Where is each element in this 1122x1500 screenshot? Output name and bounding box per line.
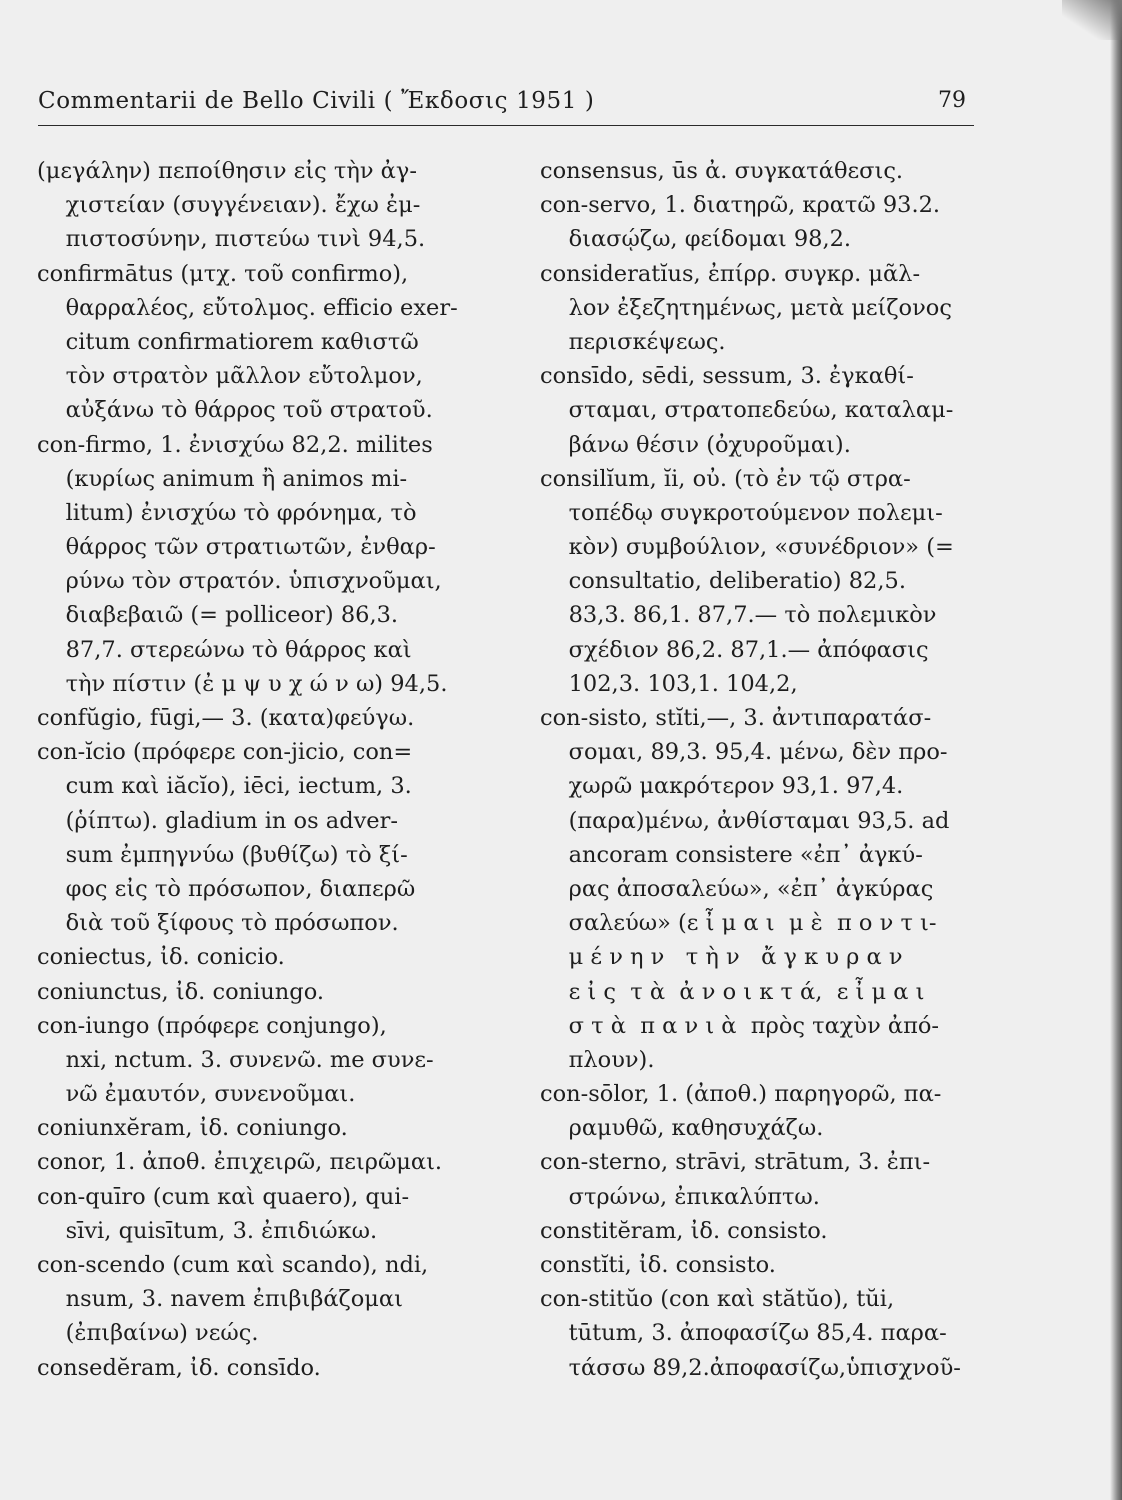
- glossary-line: confŭgio, fūgi,— 3. (κατα)φεύγω.: [37, 705, 415, 731]
- glossary-line: φος εἰς τὸ πρόσωπον, διαπερῶ: [37, 875, 416, 902]
- glossary-line: κὸν) συμβούλιον, «συνέδριον» (=: [540, 534, 954, 561]
- glossary-line: τὴν πίστιν (ἐ μ ψ υ χ ώ ν ω) 94,5.: [37, 670, 448, 697]
- glossary-line: consilĭum, ĭi, οὐ. (τὸ ἐν τῷ στρα-: [540, 465, 911, 492]
- glossary-line: νῶ ἐμαυτόν, συνενοῦμαι.: [37, 1081, 356, 1108]
- glossary-line: 102,3. 103,1. 104,2,: [540, 670, 798, 697]
- glossary-line: consīdo, sēdi, sessum, 3. ἐγκαθί-: [540, 363, 914, 390]
- glossary-line: con-iungo (πρόφερε conjungo),: [37, 1012, 387, 1039]
- glossary-line: θάρρος τῶν στρατιωτῶν, ἐνθαρ-: [37, 534, 436, 561]
- glossary-line: (μεγάλην) πεποίθησιν εἰς τὴν ἀγ-: [37, 158, 417, 184]
- page-number: 79: [938, 88, 966, 113]
- glossary-line: σομαι, 89,3. 95,4. μένω, δὲν προ-: [540, 739, 948, 766]
- glossary-line: 87,7. στερεώνω τὸ θάρρος καὶ: [37, 636, 412, 663]
- glossary-line: θαρραλέος, εὔτολμος. efficio exer-: [37, 294, 458, 321]
- glossary-line: coniectus, ἰδ. conicio.: [37, 944, 285, 971]
- glossary-line: consensus, ūs ἀ. συγκατάθεσις.: [540, 158, 904, 184]
- glossary-line: τὸν στρατὸν μᾶλλον εὔτολμον,: [37, 363, 423, 390]
- glossary-line: σχέδιον 86,2. 87,1.— ἀπόφασις: [540, 636, 929, 663]
- glossary-line: consedĕram, ἰδ. consīdo.: [37, 1354, 321, 1381]
- glossary-line: χιστείαν (συγγένειαν). ἔχω ἐμ-: [37, 192, 421, 219]
- glossary-line: constĭti, ἰδ. consisto.: [540, 1252, 776, 1278]
- glossary-line: con-stitŭo (con καὶ stătŭo), tŭi,: [540, 1286, 895, 1313]
- running-header: [38, 88, 974, 122]
- glossary-line: confirmātus (μτχ. τοῦ confirmo),: [37, 260, 409, 287]
- glossary-line: ancoram consistere «ἐπ᾽ ἀγκύ-: [540, 841, 923, 868]
- glossary-line: nxi, nctum. 3. συνενῶ. me συνε-: [37, 1046, 434, 1073]
- right-column: [540, 154, 980, 1385]
- glossary-line: λον ἐξεζητημένως, μετὰ μείζονος: [540, 294, 952, 321]
- glossary-line: consideratĭus, ἐπίρρ. συγκρ. μᾶλ-: [540, 260, 921, 287]
- glossary-line: σταμαι, στρατοπεδεύω, καταλαμ-: [540, 397, 954, 424]
- glossary-line: χωρῶ μακρότερον 93,1. 97,4.: [540, 773, 904, 800]
- glossary-line: σαλεύω» (ε ἶ μ α ι μ ὲ π ο ν τ ι-: [540, 910, 937, 937]
- glossary-line: con-ĭcio (πρόφερε con-jicio, con=: [37, 739, 413, 766]
- glossary-line: con-quīro (cum καὶ quaero), qui-: [37, 1183, 410, 1210]
- glossary-line: ε ἰ ς τ ὰ ἀ ν ο ι κ τ ά, ε ἶ μ α ι: [540, 978, 925, 1005]
- glossary-line: σ τ ὰ π α ν ι ὰ πρὸς ταχὺν ἀπό-: [540, 1012, 940, 1039]
- glossary-line: (κυρίως animum ἢ animos mi-: [37, 465, 408, 492]
- glossary-line: litum) ἐνισχύω τὸ φρόνημα, τὸ: [37, 499, 417, 526]
- page-edge-shadow: [1110, 0, 1122, 1500]
- glossary-line: 83,3. 86,1. 87,7.— τὸ πολεμικὸν: [540, 602, 937, 629]
- glossary-line: πλουν).: [540, 1046, 655, 1073]
- glossary-line: constitĕram, ἰδ. consisto.: [540, 1217, 828, 1244]
- glossary-line: con-firmo, 1. ἐνισχύω 82,2. milites: [37, 431, 433, 458]
- glossary-line: coniunctus, ἰδ. coniungo.: [37, 978, 324, 1005]
- glossary-line: con-sisto, stĭti,—, 3. ἀντιπαρατάσ-: [540, 705, 932, 731]
- glossary-line: conor, 1. ἀποθ. ἐπιχειρῶ, πειρῶμαι.: [37, 1149, 443, 1176]
- glossary-line: τάσσω 89,2.ἀποφασίζω,ὑπισχνοῦ-: [540, 1354, 961, 1381]
- glossary-line: con-sterno, strāvi, strātum, 3. ἐπι-: [540, 1149, 931, 1176]
- glossary-line: διαβεβαιῶ (= polliceor) 86,3.: [37, 602, 399, 629]
- left-column: [37, 154, 513, 1385]
- glossary-line: (παρα)μένω, ἀνθίσταμαι 93,5. ad: [540, 807, 950, 834]
- glossary-line: consultatio, deliberatio) 82,5.: [540, 568, 906, 595]
- header-title: Commentarii de Bello Civili ( Ἔκδοσις 1951 ): [38, 88, 595, 114]
- glossary-line: cum καὶ iăcĭo), iēci, iectum, 3.: [37, 773, 412, 800]
- glossary-line: διασῴζω, φείδομαι 98,2.: [540, 226, 852, 253]
- glossary-line: αὐξάνω τὸ θάρρος τοῦ στρατοῦ.: [37, 397, 433, 424]
- glossary-line: πιστοσύνην, πιστεύω τινὶ 94,5.: [37, 226, 426, 253]
- glossary-line: βάνω θέσιν (ὀχυροῦμαι).: [540, 431, 851, 458]
- glossary-line: περισκέψεως.: [540, 328, 726, 355]
- glossary-line: tūtum, 3. ἀποφασίζω 85,4. παρα-: [540, 1320, 947, 1347]
- glossary-line: στρώνω, ἐπικαλύπτω.: [540, 1183, 820, 1210]
- glossary-line: (ῥίπτω). gladium in os adver-: [37, 807, 398, 834]
- glossary-line: con-servo, 1. διατηρῶ, κρατῶ 93.2.: [540, 192, 941, 219]
- header-rule: [38, 125, 974, 126]
- glossary-line: con-sōlor, 1. (ἀποθ.) παρηγορῶ, πα-: [540, 1081, 942, 1108]
- glossary-line: ραμυθῶ, καθησυχάζω.: [540, 1115, 824, 1142]
- page-corner-shadow: [1062, 0, 1122, 40]
- glossary-line: ρύνω τὸν στρατόν. ὑπισχνοῦμαι,: [37, 568, 442, 595]
- glossary-line: nsum, 3. navem ἐπιβιβάζομαι: [37, 1286, 403, 1313]
- glossary-line: sīvi, quisītum, 3. ἐπιδιώκω.: [37, 1217, 378, 1244]
- glossary-line: μ έ ν η ν τ ὴ ν ἄ γ κ υ ρ α ν: [540, 944, 903, 971]
- glossary-line: διὰ τοῦ ξίφους τὸ πρόσωπον.: [37, 910, 399, 937]
- glossary-line: con-scendo (cum καὶ scando), ndi,: [37, 1252, 429, 1278]
- glossary-line: coniunxĕram, ἰδ. coniungo.: [37, 1115, 348, 1142]
- glossary-line: sum ἐμπηγνύω (βυθίζω) τὸ ξί-: [37, 841, 408, 868]
- glossary-line: (ἐπιβαίνω) νεώς.: [37, 1320, 259, 1347]
- glossary-line: ρας ἀποσαλεύω», «ἐπ᾽ ἀγκύρας: [540, 875, 934, 902]
- glossary-line: citum confirmatiorem καθιστῶ: [37, 328, 419, 355]
- glossary-line: τοπέδῳ συγκροτούμενον πολεμι-: [540, 499, 943, 526]
